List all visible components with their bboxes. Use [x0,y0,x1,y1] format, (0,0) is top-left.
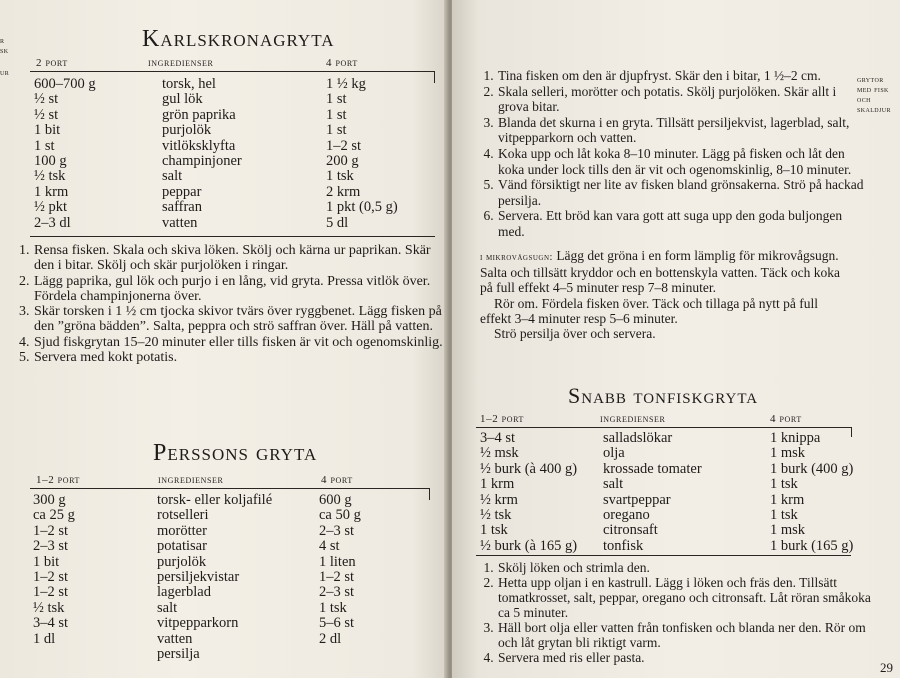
karlskrona-top-rule [30,71,435,72]
ingredient-row [34,216,434,231]
ingredient-row [34,200,434,215]
amount-large: 1–2 st [326,137,362,154]
ingredient-row [33,508,433,523]
karlskrona-table-header: 2 port ingredienser 4 port [36,57,358,69]
instruction-step: 1. Tina fisken om den är djupfryst. Skär den i bitar, 1 ½–2 cm. [497,68,869,84]
amount-small: 2–3 st [33,538,69,555]
amount-small: ½ tsk [34,168,66,185]
ingredient-name: gul lök [162,91,203,108]
persson-title: Perssons gryta [153,440,318,466]
ingredient-row [33,555,433,570]
ingredient-name: lagerblad [157,584,211,601]
ingredient-name: salt [162,168,183,185]
ingredient-row [34,185,434,200]
instruction-step: 3. Blanda det skurna i en gryta. Tillsätt persiljekvist, lagerblad, salt, vitpepparkorn och vatten. [497,115,869,146]
ingredient-row [34,169,434,184]
amount-large: 2 krm [326,183,361,200]
amount-small: 1 krm [480,476,515,493]
persson-ingredients [33,493,433,662]
ingredient-row [34,154,434,169]
ingredient-name: torsk, hel [162,76,216,92]
ingredient-name: svartpeppar [603,491,671,508]
ingredient-name: purjolök [157,553,207,570]
instruction-step: 2. Skala selleri, morötter och potatis. Skölj purjolöken. Skär allt i grova bitar. [497,84,869,115]
amount-small: 300 g [33,492,66,508]
amount-small: 1 krm [34,183,69,200]
tonfisk-ingredients [480,431,860,554]
ingredient-name: rotselleri [157,507,209,524]
amount-large: 5–6 st [319,615,355,632]
ingredient-name: purjolök [162,122,212,139]
ingredient-row [480,462,860,477]
amount-large: 1 liten [319,553,356,570]
amount-small: 1–2 st [33,584,69,601]
amount-large: 1 ½ kg [326,76,366,92]
amount-small: 600–700 g [34,76,96,92]
ingredient-row [33,585,433,600]
ingredient-row [480,508,860,523]
karlskrona-bottom-rule [30,236,435,237]
amount-large: 1 tsk [770,476,798,493]
amount-small: 1 dl [33,630,56,647]
amount-small: ½ tsk [33,599,65,616]
amount-large: 1 burk (165 g) [770,537,854,554]
amount-large: 1 burk (400 g) [770,460,854,477]
ingredient-name: vatten [162,214,198,231]
instruction-step: 5. Servera med kokt potatis. [33,350,448,365]
persson-top-rule [30,488,430,489]
ingredient-name: vatten [157,630,193,647]
ingredient-row [34,123,434,138]
instruction-step: 4. Sjud fiskgrytan 15–20 minuter eller tills fisken är vit och ogenomskinlig. [33,335,448,350]
right-page [452,0,900,678]
karlskrona-rule-end [434,71,435,83]
amount-small: 3–4 st [480,430,516,446]
instruction-step: 4. Servera med ris eller pasta. [497,650,877,665]
amount-large: ca 50 g [319,507,361,524]
ingredient-name: persiljekvistar [157,568,240,585]
amount-large: 5 dl [326,214,349,231]
amount-small: 1 bit [34,122,61,139]
amount-large: 1 st [326,106,347,123]
ingredient-name: salt [603,476,624,493]
ingredient-name: tonfisk [603,537,644,554]
tonfisk-title: Snabb tonfiskgryta [568,383,759,408]
karlskrona-title: Karlskronagryta [142,26,335,52]
persson-steps [480,68,869,240]
amount-large: 2–3 st [319,522,355,539]
ingredient-row [480,477,860,492]
ingredient-name: persilja [157,645,200,662]
amount-small: ½ krm [480,491,518,508]
amount-large: 1 knippa [770,430,821,446]
instruction-step: 3. Häll bort olja eller vatten från tonfisken och blanda ner den. Rör om och låt grytan bli riktigt varm. [497,620,877,650]
ingredient-row [480,493,860,508]
chapter-sidebar: grytor med fisk och skaldjur [857,74,891,114]
amount-large: 1 st [326,122,347,139]
ingredient-row [33,524,433,539]
ingredient-name: oregano [603,506,650,523]
amount-small: 1–2 st [33,522,69,539]
ingredient-name: champinjoner [162,152,242,169]
persson-table-header: 1–2 port ingredienser 4 port [36,474,353,486]
amount-large: 2–3 st [319,584,355,601]
ingredient-name: peppar [162,183,202,200]
amount-large: 1–2 st [319,568,355,585]
ingredient-name: morötter [157,522,207,539]
ingredient-row [34,139,434,154]
amount-small: 2–3 dl [34,214,71,231]
amount-large: 1 krm [770,491,805,508]
ingredient-row [480,539,860,554]
amount-small: ½ st [34,91,59,108]
ingredient-row [480,523,860,538]
karlskrona-ingredients [34,77,434,231]
ingredient-row [33,616,433,631]
amount-small: ½ msk [480,445,519,462]
amount-large: 1 st [326,91,347,108]
instruction-step: 5. Vänd försiktigt ner lite av fisken bland grönsakerna. Strö på hackad persilja. [497,177,869,208]
amount-small: 1 bit [33,553,60,570]
ingredient-row [33,647,433,662]
ingredient-name: olja [603,445,625,462]
amount-large: 1 pkt (0,5 g) [326,199,398,216]
amount-small: 3–4 st [33,615,69,632]
ingredient-name: potatisar [157,538,207,555]
amount-small: 1–2 st [33,568,69,585]
amount-large: 4 st [319,538,340,555]
instruction-step: 2. Hetta upp oljan i en kastrull. Lägg i löken och fräs den. Tillsätt tomatkrosset, salt, peppar, oregano och citronsaft. Låt röran småkoka ca 5 minuter. [497,575,877,620]
tonfisk-steps [480,560,877,665]
amount-large: 1 tsk [319,599,347,616]
instruction-step: 4. Koka upp och låt koka 8–10 minuter. Lägg på fisken och låt den koka under lock tills den är vit och ogenomskinlig, 8–10 minuter. [497,146,869,177]
ingredient-name: saffran [162,199,202,216]
tonfisk-bottom-rule [476,555,851,556]
amount-small: ½ burk (à 400 g) [480,460,578,477]
amount-small: ½ st [34,106,59,123]
ingredient-row [480,446,860,461]
ingredient-row [33,632,433,647]
ingredient-name: vitlöksklyfta [162,137,236,154]
amount-small: 1 tsk [480,522,508,539]
ingredient-row [33,493,433,508]
amount-large: 600 g [319,492,352,508]
ingredient-row [33,539,433,554]
page-number: 29 [880,660,893,675]
amount-large: 2 dl [319,630,342,647]
ingredient-row [34,108,434,123]
ingredient-name: vitpepparkorn [157,615,239,632]
amount-small: ca 25 g [33,507,75,524]
ingredient-name: citronsaft [603,522,658,539]
left-page [0,0,448,678]
ingredient-row [34,92,434,107]
persson-microwave: i mikrovågsugn: Lägg det gröna i en form lämplig för mikrovågsugn. Salta och tillsätt kryddor och en bottenskyla vatten. Täck och koka på full effekt 4–5 minuter resp 7–8 minuter. Rör om. Fördela fisken över. Täck och tillaga på nytt på full effekt 3–4 minuter resp 5–6 minuter. Strö persilja över och servera. [480,248,841,342]
instruction-step: 1. Skölj löken och strimla den. [497,560,877,575]
amount-small: ½ pkt [34,199,68,216]
instruction-step: 2. Lägg paprika, gul lök och purjo i en lång, vid gryta. Pressa vitlök över. Fördela champinjonerna över. [33,274,448,305]
karlskrona-steps [16,243,448,365]
instruction-step: 3. Skär torsken i 1 ½ cm tjocka skivor tvärs över ryggbenet. Lägg fisken på den ”gröna bädden”. Salta, peppra och strö saffran över. Häll på vatten. [33,304,448,335]
instruction-step: 6. Servera. Ett bröd kan vara gott att suga upp den goda buljongen med. [497,208,869,239]
ingredient-name: salladslökar [603,430,673,446]
tonfisk-table-header: 1–2 port ingredienser 4 port [480,413,802,425]
amount-large: 1 tsk [770,506,798,523]
amount-large: 200 g [326,152,359,169]
instruction-step: 1. Rensa fisken. Skala och skiva löken. Skölj och kärna ur paprikan. Skär den i bitar. Skölj och skär purjolöken i ringar. [33,243,448,274]
amount-large: 1 tsk [326,168,354,185]
amount-small: 100 g [34,152,67,169]
ingredient-name: torsk- eller koljafilé [157,492,273,508]
ingredient-row [33,570,433,585]
amount-large: 1 msk [770,445,806,462]
ingredient-name: krossade tomater [603,460,702,477]
ingredient-row [34,77,434,92]
amount-small: 1 st [34,137,55,154]
ingredient-row [33,601,433,616]
left-margin-fragment: r sk ur [0,35,10,77]
tonfisk-top-rule [476,427,851,428]
ingredient-name: grön paprika [162,106,236,123]
ingredient-row [480,431,860,446]
amount-small: ½ tsk [480,506,512,523]
ingredient-name: salt [157,599,178,616]
amount-small: ½ burk (à 165 g) [480,537,578,554]
amount-large: 1 msk [770,522,806,539]
